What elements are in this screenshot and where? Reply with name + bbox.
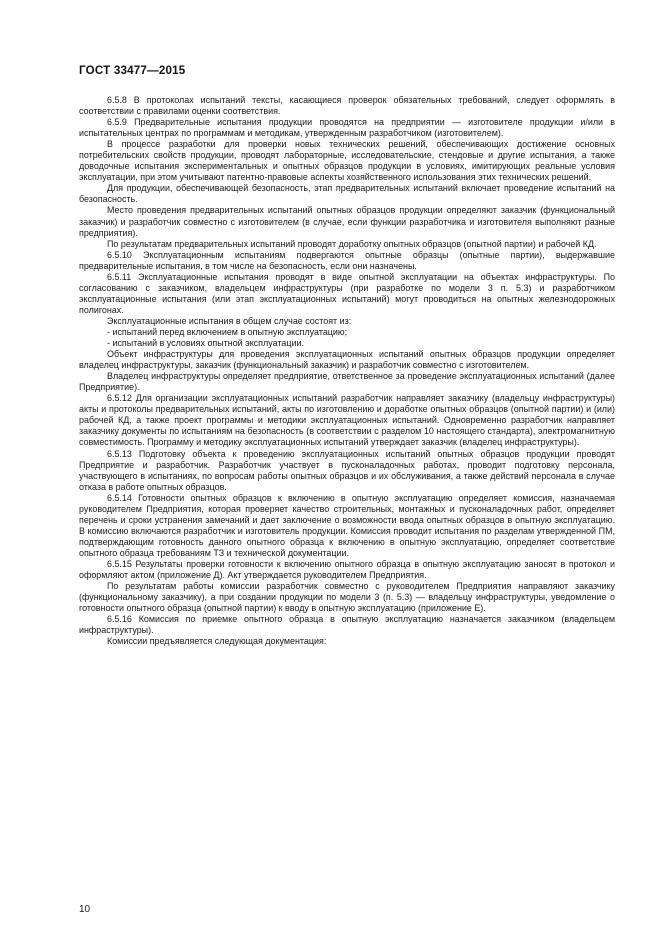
paragraph: 6.5.15 Результаты проверки готовности к включению опытного образца в опытную эксплуатацию заносят в протокол и оформляют актом (приложение Д). Акт утверждается руководителем Предприятия.	[79, 558, 615, 581]
paragraph: 6.5.8 В протоколах испытаний тексты, касающиеся проверок обязательных требований, следует оформлять в соответствии с правилами оценки соответствия.	[79, 95, 615, 117]
paragraph: Эксплуатационные испытания в общем случае состоят из:	[107, 315, 352, 326]
page-number: 10	[79, 904, 91, 915]
paragraph: Комиссии предъявляется следующая документация:	[107, 636, 327, 647]
paragraph: 6.5.14 Готовности опытных образцов к включению в опытную эксплуатацию определяет комиссия, назначаемая руководителем Предприятия, которая проверяет качество строительных, монтажных и пусконаладочных работ, определяет перечень и сроки устранения замечаний и дает заключение о возможности ввода опытных образцов в опытную эксплуатацию. В комиссию включаются разработчик и изготовитель продукции. Комиссия проводит испытания по разделам утвержденной ПМ, подтверждающим готовность данного опытного образца к включению в опытную эксплуатацию, определяет соответствие опытного образца требованиям ТЗ и технической документации.	[79, 492, 615, 558]
paragraph: 6.5.16 Комиссия по приемке опытного образца в опытную эксплуатацию назначается заказчиком (владельцем инфраструктуры).	[79, 614, 615, 636]
paragraph: 6.5.10 Эксплуатационным испытаниям подвергаются опытные образцы (опытные партии), выдержавшие предварительные испытания, в том числе на безопасность, если они назначены.	[79, 249, 615, 271]
paragraph: Владелец инфраструктуры определяет предприятие, ответственное за проведение эксплуатационных испытаний (далее Предприятие).	[79, 371, 615, 393]
paragraph: Для продукции, обеспечивающей безопасность, этап предварительных испытаний включает проведение испытаний на безопасность.	[79, 183, 615, 205]
list-item: - испытаний в условиях опытной эксплуатации.	[107, 338, 304, 349]
paragraph: Место проведения предварительных испытаний опытных образцов продукции определяют заказчик (функциональный заказчик) и разработчик совместно с изготовителем (в случае, если функции разработчика и изготовителя выполняют разные предприятия).	[79, 205, 615, 238]
paragraph: 6.5.12 Для организации эксплуатационных испытаний разработчик направляет заказчику (владельцу инфраструктуры) акты и протоколы предварительных испытаний, акты по изготовлению и доработке опытных образцов (опытной партии) и (или) рабочей КД, а также проект программы и методики эксплуатационных испытаний. Одновременно разработчик направляет заказчику документы по испытаниям на безопасность (в соответствии с разделом 10 настоящего стандарта), электромагнитную совместимость. Программу и методику эксплуатационных испытаний утверждает заказчик (владелец инфраструктуры).	[79, 393, 615, 448]
paragraph: 6.5.9 Предварительные испытания продукции проводятся на предприятии — изготовителе продукции и/или в испытательных центрах по программам и методикам, утвержденным разработчиком (изготовителем).	[79, 117, 615, 139]
document-body	[79, 95, 615, 647]
paragraph: По результатам предварительных испытаний проводят доработку опытных образцов (опытной партии) и рабочей КД.	[107, 238, 597, 249]
standard-title: ГОСТ 33477—2015	[79, 64, 186, 77]
paragraph: По результатам работы комиссии разработчик совместно с руководителем Предприятия направляют заказчику (функциональному заказчику), а при создании продукции по модели 3 (п. 5.3) — владельцу инфраструктуры, уведомление о готовности опытного образца (опытной партии) к вводу в опытную эксплуатацию (приложение Е).	[79, 581, 615, 614]
paragraph: В процессе разработки для проверки новых технических решений, обеспечивающих достижение основных потребительских свойств продукции, проводят лабораторные, исследовательские, стендовые и другие испытания, а также доводочные испытания экспериментальных и опытных образцов продукции в условиях, имитирующих реальные условия эксплуатации, при этом учитывают патентно-правовые аспекты хозяйственного использования этих технических решений.	[79, 139, 615, 183]
paragraph: 6.5.11 Эксплуатационные испытания проводят в виде опытной эксплуатации на объектах инфраструктуры. По согласованию с заказчиком, владельцем инфраструктуры (при разработке по модели 3 п. 5.3) и разработчиком эксплуатационные испытания (или этап эксплуатационных испытаний) могут проводиться на опытных железнодорожных полигонах.	[79, 271, 615, 315]
list-item: - испытаний перед включением в опытную эксплуатацию;	[107, 326, 348, 337]
paragraph: 6.5.13 Подготовку объекта к проведению эксплуатационных испытаний опытных образцов продукции проводят Предприятие и разработчик. Разработчик участвует в пусконаладочных работах, проводит подготовку персонала, участвующего в испытаниях, по вопросам работы опытных образцов и их обслуживания, а также действий персонала в случае отказа в работе опытных образцов.	[79, 448, 615, 492]
paragraph: Объект инфраструктуры для проведения эксплуатационных испытаний опытных образцов продукции определяет владелец инфраструктуры, заказчик (функциональный заказчик) и разработчик совместно с изготовителем.	[79, 349, 615, 371]
